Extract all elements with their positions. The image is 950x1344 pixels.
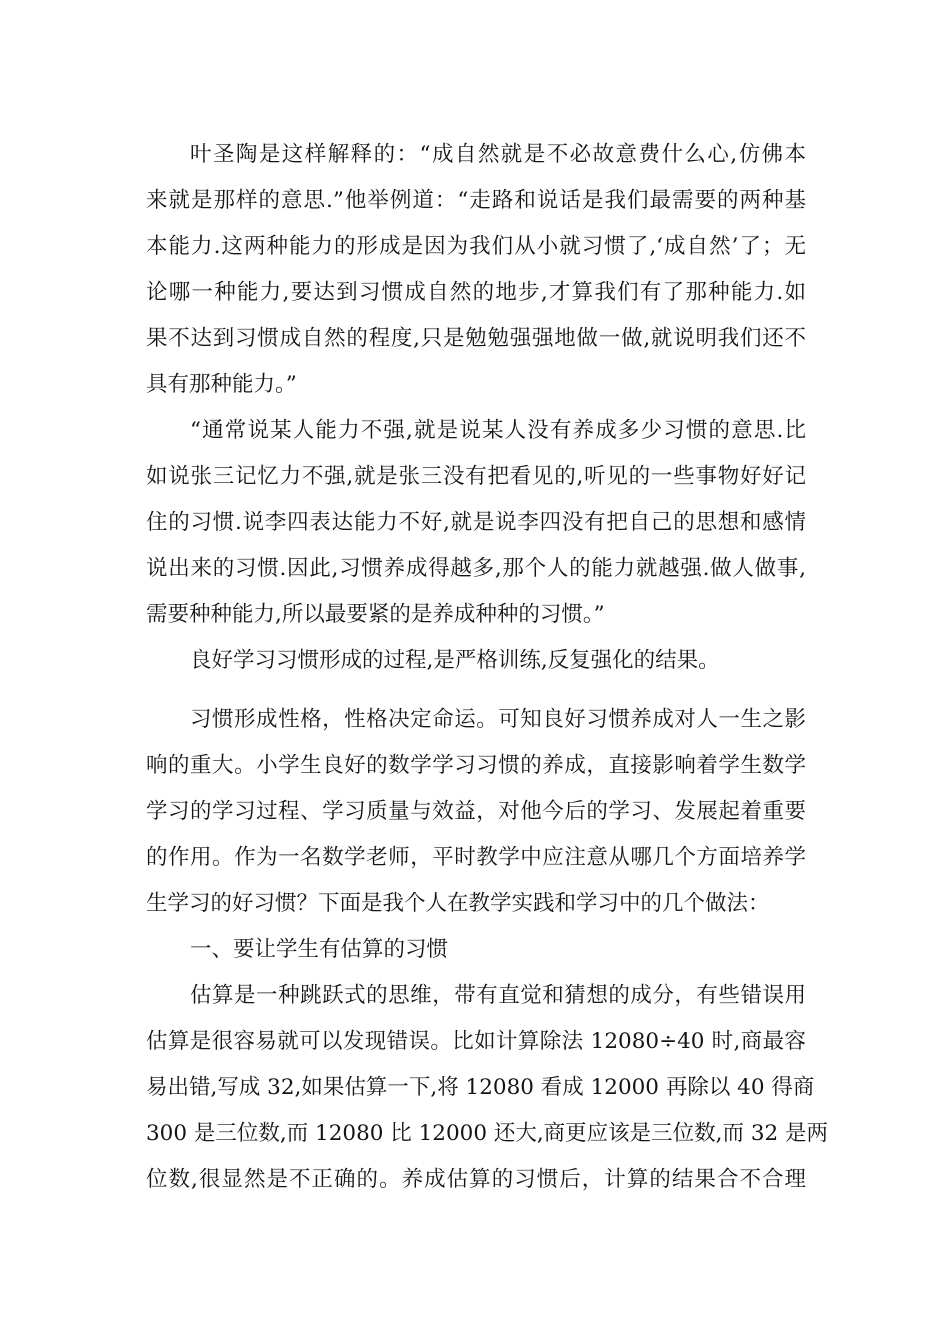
paragraph [146, 973, 829, 1203]
document-body [146, 132, 829, 1203]
text-line: 300 是三位数,而 12080 比 12000 还大,商更应该是三位数,而 32 是两 [146, 1121, 829, 1146]
text-line: 叶圣陶是这样解释的：“成自然就是不必故意费什么心,仿佛本 [190, 142, 806, 167]
text-line: 响的重大。小学生良好的数学学习习惯的养成，直接影响着学生数学 [146, 753, 806, 778]
text-line: 来就是那样的意思.”他举例道：“走路和说话是我们最需要的两种基 [146, 188, 806, 213]
paragraph [146, 132, 806, 408]
text-line: 的作用。作为一名数学老师，平时教学中应注意从哪几个方面培养学 [146, 845, 806, 870]
text-line: 一、要让学生有估算的习惯 [190, 937, 449, 962]
section-heading [146, 927, 806, 973]
text-line: 论哪一种能力,要达到习惯成自然的地步,才算我们有了那种能力.如 [146, 280, 806, 305]
text-line: 如说张三记忆力不强,就是张三没有把看见的,听见的一些事物好好记 [146, 464, 806, 489]
paragraph-gap [146, 684, 806, 697]
text-line: 说出来的习惯.因此,习惯养成得越多,那个人的能力就越强.做人做事, [146, 556, 806, 581]
text-line: 住的习惯.说李四表达能力不好,就是说李四没有把自己的思想和感情 [146, 510, 806, 535]
text-line: 果不达到习惯成自然的程度,只是勉勉强强地做一做,就说明我们还不 [146, 326, 806, 351]
text-line: 具有那种能力。” [146, 372, 297, 397]
text-line: 估算是一种跳跃式的思维，带有直觉和猜想的成分，有些错误用 [190, 983, 806, 1008]
text-line: 易出错,写成 32,如果估算一下,将 12080 看成 12000 再除以 40 得商 [146, 1075, 815, 1100]
text-line: 本能力.这两种能力的形成是因为我们从小就习惯了,‘成自然’了；无 [146, 234, 806, 259]
text-line: 学习的学习过程、学习质量与效益，对他今后的学习、发展起着重要 [146, 799, 806, 824]
text-line: 习惯形成性格，性格决定命运。可知良好习惯养成对人一生之影 [190, 707, 806, 732]
paragraph [146, 408, 806, 638]
text-line: 需要种种能力,所以最要紧的是养成种种的习惯。” [146, 602, 605, 627]
paragraph [146, 697, 806, 927]
text-line: “通常说某人能力不强,就是说某人没有养成多少习惯的意思.比 [190, 418, 806, 443]
paragraph [146, 638, 806, 684]
text-line: 生学习的好习惯？下面是我个人在教学实践和学习中的几个做法： [146, 891, 770, 916]
text-line: 良好学习习惯形成的过程,是严格训练,反复强化的结果。 [190, 648, 720, 673]
text-line: 位数,很显然是不正确的。养成估算的习惯后，计算的结果合不合理 [146, 1167, 806, 1192]
text-line: 估算是很容易就可以发现错误。比如计算除法 12080÷40 时,商最容 [146, 1029, 806, 1054]
